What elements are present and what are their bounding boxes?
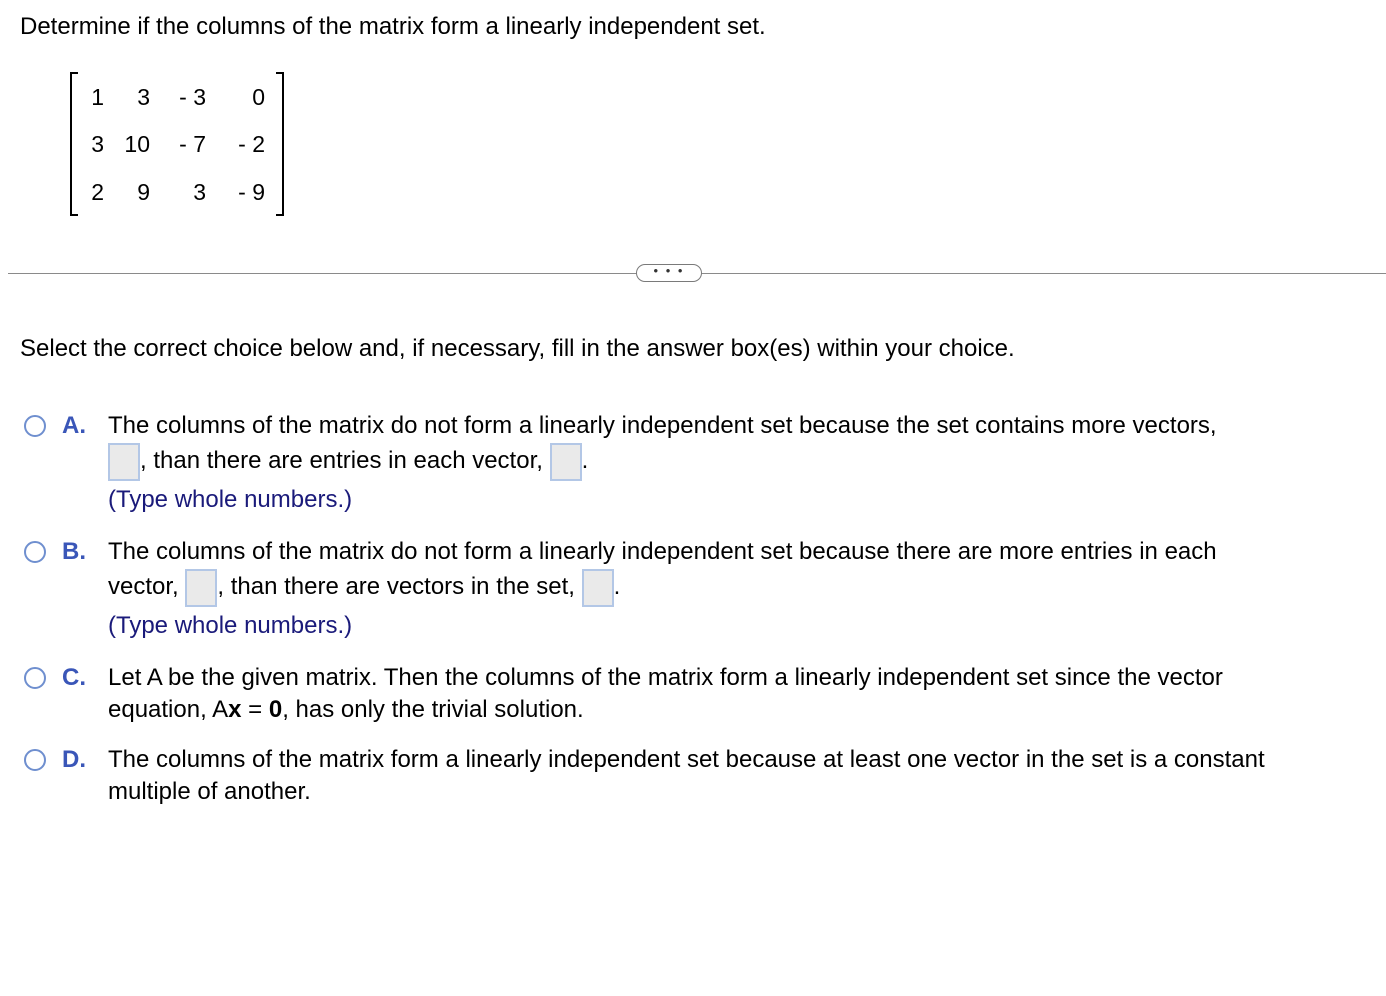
answer-box-b2[interactable] bbox=[582, 569, 614, 607]
equals-sign: = bbox=[241, 696, 269, 723]
matrix-cell: - 7 bbox=[179, 131, 206, 157]
matrix bbox=[70, 72, 284, 216]
choice-a-text-line1: The columns of the matrix do not form a linearly independent set because the set contains more vectors, bbox=[108, 412, 1217, 439]
choice-b-text-start: vector, bbox=[108, 573, 179, 600]
choice-a-text-mid: , than there are entries in each vector, bbox=[140, 447, 543, 474]
choice-c-text-post: , has only the trivial solution. bbox=[282, 696, 584, 723]
choice-c-text-pre: equation, A bbox=[108, 696, 229, 723]
choice-d-body bbox=[108, 744, 1374, 808]
matrix-cell: 3 bbox=[193, 179, 206, 205]
choice-d-text-line1: The columns of the matrix form a linearly independent set because at least one vector in the set is a constant bbox=[108, 746, 1265, 773]
choice-b-line2 bbox=[108, 568, 1374, 606]
choice-a-hint: (Type whole numbers.) bbox=[108, 486, 353, 513]
choice-b-text-line1: The columns of the matrix do not form a linearly independent set because there are more entries in each bbox=[108, 538, 1217, 565]
matrix-cell: 10 bbox=[124, 131, 150, 157]
vector-x: x bbox=[228, 696, 242, 723]
answer-box-a1[interactable] bbox=[108, 443, 140, 481]
zero-vector: 0 bbox=[268, 696, 283, 723]
instruction-text: Select the correct choice below and, if necessary, fill in the answer box(es) within your choice. bbox=[20, 335, 1015, 362]
choice-c-text-line1: Let A be the given matrix. Then the columns of the matrix form a linearly independent set since the vector bbox=[108, 664, 1223, 691]
expand-more-button[interactable]: • • • bbox=[636, 264, 702, 282]
matrix-cell: 0 bbox=[252, 84, 265, 110]
choice-c-letter: C. bbox=[62, 664, 86, 691]
choice-b-text-mid: , than there are vectors in the set, bbox=[217, 573, 575, 600]
choice-a-body bbox=[108, 410, 1374, 520]
choice-b-letter: B. bbox=[62, 538, 86, 565]
matrix-cell: 1 bbox=[91, 84, 104, 110]
choice-a-text-end: . bbox=[581, 447, 589, 474]
matrix-cell: 3 bbox=[137, 84, 150, 110]
matrix-cell: 9 bbox=[137, 179, 150, 205]
choice-b-body bbox=[108, 536, 1374, 646]
matrix-cell: 2 bbox=[91, 179, 104, 205]
choice-d-text-line2: multiple of another. bbox=[108, 778, 311, 805]
matrix-cell: - 2 bbox=[238, 131, 265, 157]
choice-a-letter: A. bbox=[62, 412, 86, 439]
choice-d-letter: D. bbox=[62, 746, 86, 773]
answer-box-b1[interactable] bbox=[185, 569, 217, 607]
choice-c-body bbox=[108, 662, 1374, 726]
matrix-cell: - 3 bbox=[179, 84, 206, 110]
radio-choice-a[interactable] bbox=[24, 415, 46, 437]
choice-b-hint: (Type whole numbers.) bbox=[108, 612, 353, 639]
question-prompt: Determine if the columns of the matrix form a linearly independent set. bbox=[20, 13, 766, 40]
answer-box-a2[interactable] bbox=[550, 443, 582, 481]
choice-a-line2 bbox=[108, 442, 1374, 480]
matrix-cell: 3 bbox=[91, 131, 104, 157]
choice-b-text-end: . bbox=[613, 573, 621, 600]
radio-choice-d[interactable] bbox=[24, 749, 46, 771]
choice-c-line2 bbox=[108, 694, 1374, 726]
matrix-cell: - 9 bbox=[238, 179, 265, 205]
radio-choice-c[interactable] bbox=[24, 667, 46, 689]
radio-choice-b[interactable] bbox=[24, 541, 46, 563]
matrix-right-bracket bbox=[276, 72, 284, 216]
